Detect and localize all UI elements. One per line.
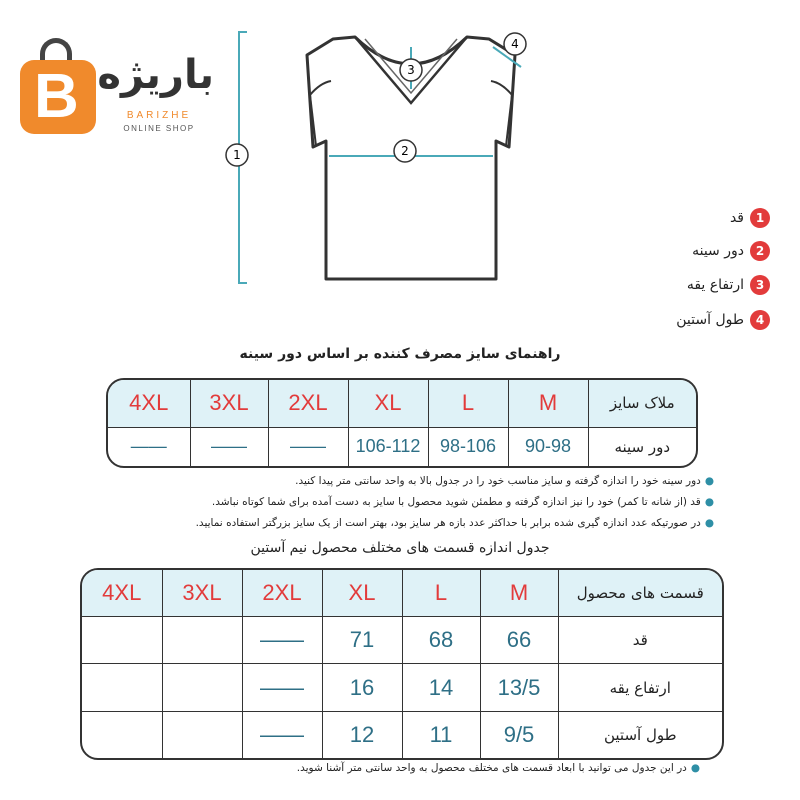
header-label: قسمت های محصول	[558, 570, 722, 617]
table-header-row	[108, 380, 696, 427]
size-header: L	[428, 380, 508, 427]
table-cell	[162, 617, 242, 664]
legend-number: 4	[750, 310, 770, 330]
note-item: ●دور سینه خود را اندازه گرفته و سایز مناسب خود را در جدول بالا به واحد سانتی متر پیدا کنید.	[295, 475, 714, 487]
size-guide-title: راهنمای سایز مصرف کننده بر اساس دور سینه	[239, 346, 561, 362]
table-cell	[82, 711, 162, 758]
size-header: 2XL	[268, 380, 348, 427]
size-header: M	[508, 380, 588, 427]
table-cell: ——	[242, 664, 322, 711]
logo-english-text: BARIZHE	[126, 110, 192, 121]
bullet-icon: ●	[704, 517, 714, 529]
table-cell: ——	[108, 427, 190, 466]
table-cell: 68	[402, 617, 480, 664]
table-cell: 14	[402, 664, 480, 711]
bullet-icon: ●	[704, 496, 714, 508]
header-label: ملاک سایز	[588, 380, 696, 427]
row-label: دور سینه	[588, 427, 696, 466]
svg-text:4: 4	[511, 37, 519, 51]
table-cell	[82, 664, 162, 711]
size-header: XL	[348, 380, 428, 427]
row-label: قد	[558, 617, 722, 664]
svg-text:1: 1	[233, 148, 241, 162]
table-cell: 106-112	[348, 427, 428, 466]
logo-tagline: ONLINE SHOP	[123, 124, 195, 133]
row-label: ارتفاع یقه	[558, 664, 722, 711]
size-header: L	[402, 570, 480, 617]
size-header: 4XL	[82, 570, 162, 617]
table-row	[82, 664, 722, 711]
note-item: ●در این جدول می توانید با ابعاد قسمت های مختلف محصول به واحد سانتی متر آشنا شوید.	[296, 762, 700, 774]
table-cell: 13/5	[480, 664, 558, 711]
legend-item-chest	[692, 240, 770, 262]
size-header: 3XL	[190, 380, 268, 427]
logo-icon	[20, 60, 96, 134]
table-cell: 90-98	[508, 427, 588, 466]
table-cell: ——	[242, 617, 322, 664]
legend-number: 3	[750, 275, 770, 295]
legend-label: قد	[729, 210, 744, 226]
svg-text:3: 3	[407, 63, 415, 77]
table-cell	[162, 664, 242, 711]
legend-number: 2	[750, 241, 770, 261]
table-cell: 12	[322, 711, 402, 758]
table-cell: 98-106	[428, 427, 508, 466]
table-cell: 16	[322, 664, 402, 711]
legend-item-sleeve	[676, 309, 770, 331]
table-cell: 71	[322, 617, 402, 664]
table-row	[82, 711, 722, 758]
product-measurements-table	[80, 568, 724, 760]
logo-letter: B	[34, 62, 79, 131]
table-row	[108, 427, 696, 466]
table-cell: ——	[268, 427, 348, 466]
size-header: M	[480, 570, 558, 617]
table-cell: ——	[242, 711, 322, 758]
note-item: ●قد (از شانه تا کمر) خود را نیز اندازه گرفته و مطمئن شوید محصول با سایز به دست آمده برای شما کوتاه نباشد.	[211, 496, 714, 508]
note-item: ●در صورتیکه عدد اندازه گیری شده برابر با حداکثر عدد بازه هر سایز بود، بهتر است از یک سایز بزرگتر استفاده نمایید.	[195, 517, 714, 529]
legend-label: طول آستین	[676, 312, 744, 328]
size-header: 2XL	[242, 570, 322, 617]
table-row	[82, 617, 722, 664]
legend-label: ارتفاع یقه	[686, 277, 744, 293]
bullet-icon: ●	[704, 475, 714, 487]
legend-item-height	[730, 207, 770, 229]
logo-persian-text: باریژه	[97, 52, 214, 98]
table-header-row	[82, 570, 722, 617]
table-cell	[82, 617, 162, 664]
table-cell: ——	[190, 427, 268, 466]
bullet-icon: ●	[690, 762, 700, 774]
table-cell: 9/5	[480, 711, 558, 758]
legend-label: دور سینه	[692, 243, 744, 259]
size-header: XL	[322, 570, 402, 617]
legend-number: 1	[750, 208, 770, 228]
table-cell: 11	[402, 711, 480, 758]
table-cell: 66	[480, 617, 558, 664]
legend-item-collar	[687, 274, 770, 296]
table-cell	[162, 711, 242, 758]
tshirt-diagram	[225, 25, 545, 295]
size-header: 3XL	[162, 570, 242, 617]
size-guide-table	[106, 378, 698, 468]
size-header: 4XL	[108, 380, 190, 427]
row-label: طول آستین	[558, 711, 722, 758]
product-measurements-title: جدول اندازه قسمت های مختلف محصول نیم آستین	[250, 540, 550, 556]
svg-text:2: 2	[401, 144, 409, 158]
